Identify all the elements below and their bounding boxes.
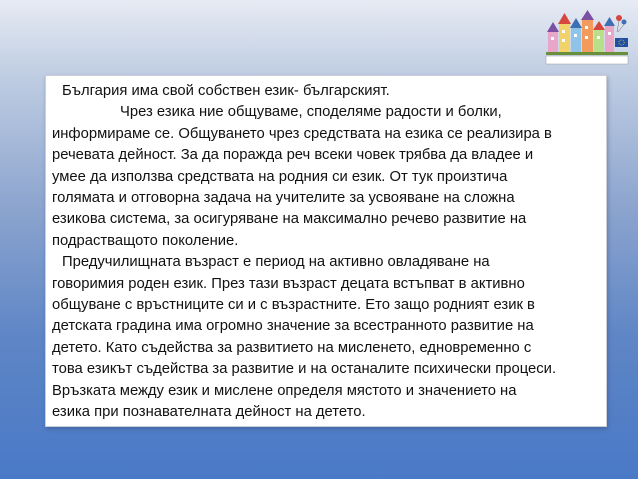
paragraph-line: Предучилищната възраст е период на активно овладяване на xyxy=(62,254,490,271)
paragraph-line: говоримия роден език. През тази възраст децата встъпват в активно xyxy=(52,275,525,292)
paragraph-line: езика при познавателната дейност на детето. xyxy=(52,404,366,421)
paragraph-line: Чрез езика ние общуваме, споделяме радости и болки, xyxy=(120,104,502,121)
paragraph-line: детската градина има огромно значение за всестранното развитие на xyxy=(52,318,534,335)
paragraph-line: подрастващото поколение. xyxy=(52,232,239,249)
paragraph-line: умее да използва средствата на родния си език. От тук произтича xyxy=(52,168,508,185)
paragraph-line: речевата дейност. За да поражда реч всеки човек трябва да владее и xyxy=(52,147,534,164)
paragraph-line: Връзката между език и мислене определя мястото и значението на xyxy=(52,382,517,399)
paragraph-line: общуване с връстниците си и с възрастните. Ето защо родният език в xyxy=(52,297,535,314)
paragraph-line: България има свой собствен език- българският. xyxy=(62,83,390,99)
paragraph-line: голямата и отговорна задача на учителите за усвояване на сложна xyxy=(52,190,515,207)
paragraph-line: езикова система, за осигуряване на максимално речево развитие на xyxy=(52,211,527,228)
paragraph-line: това езикът съдейства за развитие и на останалите психически процеси. xyxy=(52,361,557,378)
kindergarten-houses-logo-icon xyxy=(544,8,630,66)
paragraph-line: информираме се. Общуването чрез средствата на езика се реализира в xyxy=(52,125,552,142)
document-text-box xyxy=(45,75,607,427)
paragraph-line: детето. Като съдейства за развитието на мисленето, едновременно с xyxy=(52,339,532,356)
